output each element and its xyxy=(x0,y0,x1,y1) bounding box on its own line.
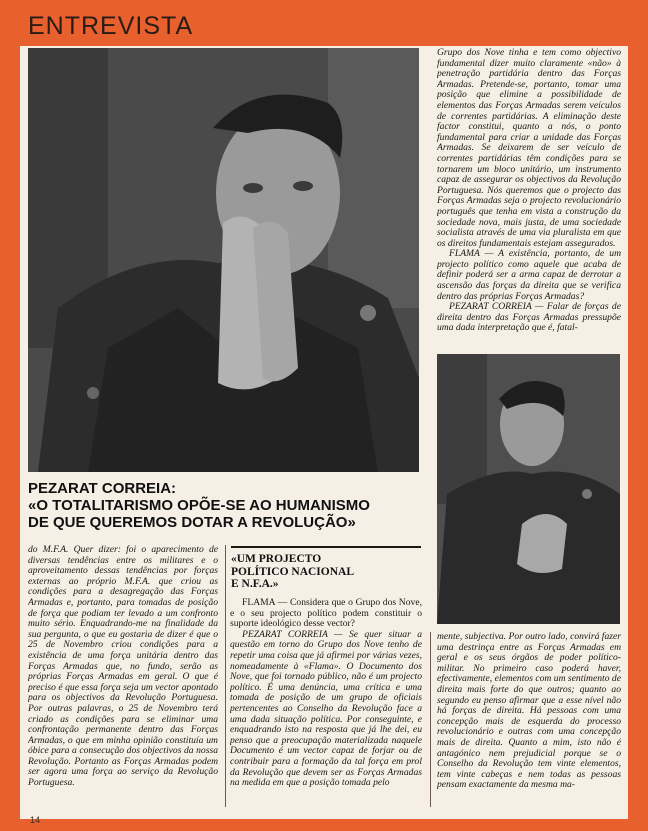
portrait-photo-main xyxy=(28,48,419,472)
pull-quote-line-1: «UM PROJECTO xyxy=(231,553,322,565)
text-column-left xyxy=(28,545,218,807)
pull-quote-line-2: POLÍTICO NACIONAL xyxy=(231,565,355,578)
headline-line-1: PEZARAT CORREIA: xyxy=(28,480,177,497)
text-column-right-bottom xyxy=(437,632,621,807)
pull-quote-line-3: E N.F.A.» xyxy=(231,578,279,590)
column-rule xyxy=(225,545,226,807)
paragraph: Grupo dos Nove tinha e tem como objectivo fundamental dizer muito claramente «não» à penetração partidária dentro das Forças Armadas. Pretende-se, portanto, tomar uma posição que elimine a possibilidade de elementos das Forças Armadas serem veículos de correntes partidárias. A eliminação deste factor constitui, quanto a nós, o ponto fundamental para criar a unidade das Forças Armadas. Se deixarem de ser veículo de correntes partidárias têm condições para se tornarem um bloco unitário, um instrumento capaz de assegurar os objectivos da Revolução Portuguesa. Nós queremos que o projecto das Forças Armadas seja o projecto revolucionário português que tenha em vista a construção da sociedade nova, mais justa, de uma sociedade socialista através de uma via pluralista em que os direitos fundamentais estejam assegurados. xyxy=(437,48,621,249)
page-number: 14 xyxy=(30,815,41,825)
text-column-right-top xyxy=(437,48,621,348)
paragraph: PEZARAT CORREIA — Se quer situar a questão em torno do Grupo dos Nove tenho de repetir uma coisa que já afirmei por várias vezes, nomeadamente à «Flama». O Documento dos Nove, que foi tornado público, não é um projecto político. É uma denúncia, uma crítica e uma tomada de posição de um grupo de oficiais pertencentes ao Conselho da Revolução face a uma dada situação política. Por conseguinte, e enquadrando isto na resposta que já lhe dei, eu penso que a preocupação materializada naquele Documento é um vector capaz de forjar ou de contribuir para a formação da tal força em prol da Revolução que devem ser as Forças Armadas na medida em que a posição tomada pelo xyxy=(230,628,422,789)
bottom-border xyxy=(0,819,648,831)
right-border xyxy=(628,0,648,831)
section-label: ENTREVISTA xyxy=(28,12,194,40)
paragraph: mente, subjectiva. Por outro lado, convirá fazer uma destrinça entre as Forças Armadas em geral e os seus órgãos de poder político-militar. No primeiro caso poderá haver, efectivamente, elementos com um sentimento de direita mais forte do que outros; quanto ao segundo eu penso afirmar que a esse nível não há forças de direita. Há pessoas com uma concepção mais de esquerda do processo revolucionário e outras com uma concepção mais de direita. Quanto a mim, isto não é antagónico nem prejudicial porque se o Conselho da Revolução tem vinte elementos, tem vinte cabeças e nem todas as pessoas pensam exactamente da mesma ma- xyxy=(437,632,621,791)
pull-quote xyxy=(231,546,421,591)
left-border xyxy=(0,0,20,831)
column-rule xyxy=(430,632,431,807)
paragraph: PEZARAT CORREIA — Falar de forças de direita dentro das Forças Armadas pressupõe uma dada interpretação que é, fatal- xyxy=(437,301,621,334)
portrait-illustration-secondary xyxy=(437,354,620,624)
headline-line-2: «O TOTALITARISMO OPÕE-SE AO HUMANISMO xyxy=(28,497,370,514)
paragraph: FLAMA — A existência, portanto, de um projecto político como aquele que acaba de definir poderá ser a arma capaz de derrotar a ascensão das forças da direita que se verifica dentro das próprias Forças Armadas? xyxy=(437,248,621,302)
paragraph: do M.F.A. Quer dizer: foi o aparecimento de diversas tendências entre os militares e o aproveitamento dessas tendências por forças externas ao próprio M.F.A. que criou as condições para a desagregação das Forças Armadas e, portanto, para tomadas de posição de força que podiam ter levado a um confronto muito sério. Enquadrando-me na finalidade da sua pergunta, o que eu gostaria de dizer é que o 25 de Novembro criou condições para a existência de uma força unitária dentro das Forças Armadas que, no fundo, serão as próprias Forças Armadas em geral. O que é preciso é que essa força seja um vector apontado para os objectivos da Revolução Portuguesa. Por outras palavras, o 25 de Novembro terá criado as condições para se eliminar uma confrontação permanente dentro das Forças Armadas, o que em minha opinião constituía um óbice para a consecução dos objectivos da nossa Revolução. Portanto as Forças Armadas podem ser agora uma força ao serviço da Revolução Portuguesa. xyxy=(28,545,218,789)
article-headline xyxy=(28,480,428,531)
portrait-illustration xyxy=(28,48,419,472)
portrait-photo-secondary xyxy=(437,354,620,624)
paragraph: FLAMA — Considera que o Grupo dos Nove, e o seu projecto político podem constituir o suporte ideológico desse vector? xyxy=(230,598,422,630)
text-column-middle xyxy=(230,598,422,808)
headline-line-3: DE QUE QUEREMOS DOTAR A REVOLUÇÃO» xyxy=(28,514,356,531)
